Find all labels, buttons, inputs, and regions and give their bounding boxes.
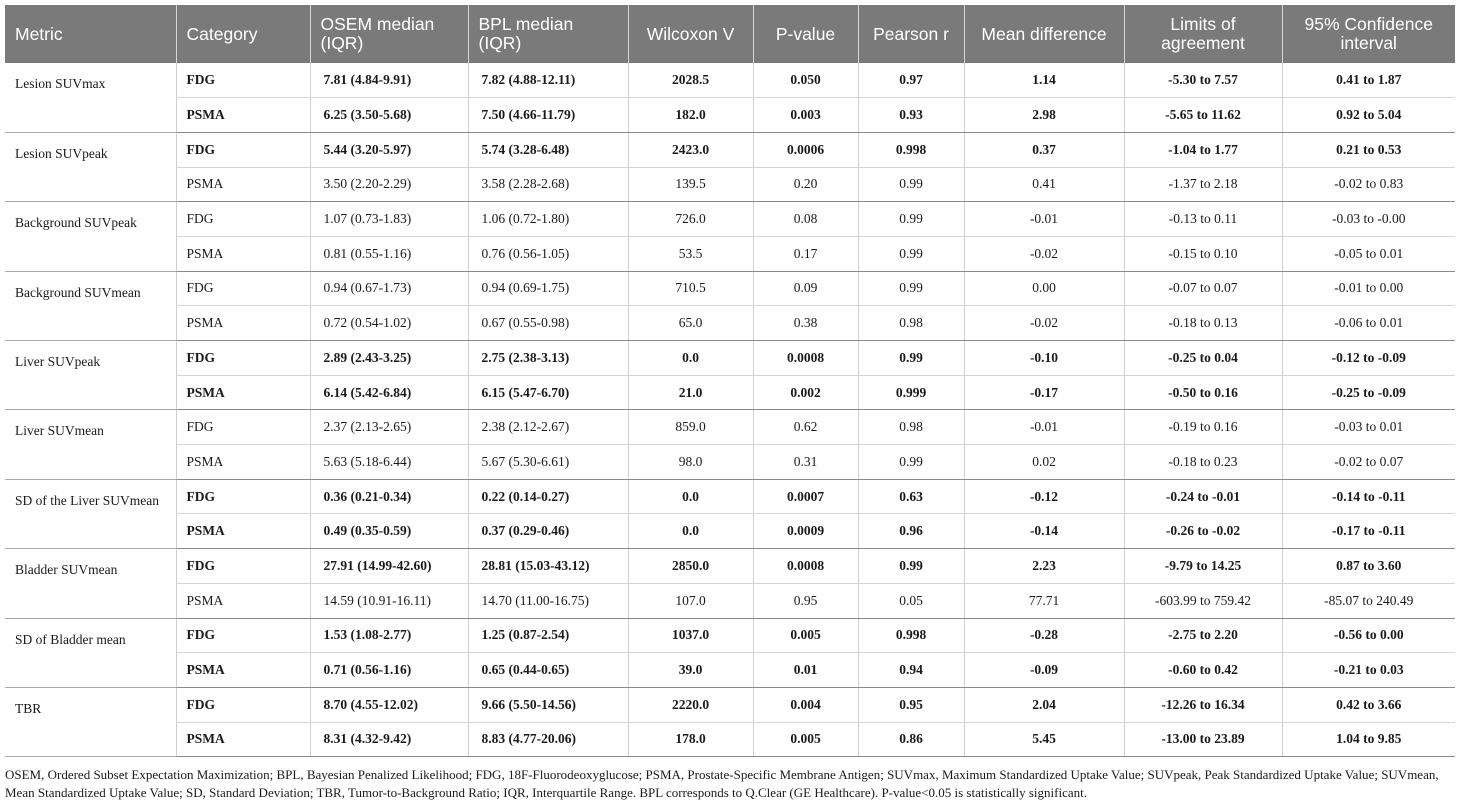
cell-confidence-interval: -0.03 to 0.01 [1282,410,1455,445]
cell-confidence-interval: -0.06 to 0.01 [1282,306,1455,341]
cell-category: PSMA [176,98,310,133]
cell-limits-of-agreement: -0.18 to 0.23 [1124,445,1282,480]
cell-confidence-interval: -0.17 to -0.11 [1282,514,1455,549]
cell-wilcoxon-v: 0.0 [628,341,753,376]
cell-bpl-median: 7.82 (4.88-12.11) [468,63,628,98]
cell-osem-median: 0.81 (0.55-1.16) [310,236,468,271]
table-footnote: OSEM, Ordered Subset Expectation Maximization; BPL, Bayesian Penalized Likelihood; FDG, 18F-Fluorodeoxyglucose; PSMA, Prostate-Specific Membrane Antigen; SUVmax, Maximum Standardized Uptake Value; SUVpeak, Peak Standardized Uptake Value; SUVmean, Mean Standardized Uptake Value; SD, Standard Deviation; TBR, Tumor-to-Background Ratio; IQR, Interquartile Range. BPL corresponds to Q.Clear (GE Healthcare). P-value<0.05 is statistically significant. [5,767,1439,800]
cell-category: FDG [176,549,310,584]
cell-wilcoxon-v: 2220.0 [628,687,753,722]
cell-osem-median: 5.44 (3.20-5.97) [310,132,468,167]
cell-p-value: 0.62 [753,410,858,445]
cell-osem-median: 0.94 (0.67-1.73) [310,271,468,306]
cell-osem-median: 0.36 (0.21-0.34) [310,479,468,514]
cell-limits-of-agreement: -0.13 to 0.11 [1124,202,1282,237]
cell-mean-difference: 2.04 [964,687,1124,722]
cell-confidence-interval: -0.14 to -0.11 [1282,479,1455,514]
cell-wilcoxon-v: 182.0 [628,98,753,133]
cell-confidence-interval: 0.42 to 3.66 [1282,687,1455,722]
cell-mean-difference: 0.00 [964,271,1124,306]
cell-bpl-median: 14.70 (11.00-16.75) [468,583,628,618]
cell-p-value: 0.002 [753,375,858,410]
cell-pearson-r: 0.999 [858,375,964,410]
cell-limits-of-agreement: -0.07 to 0.07 [1124,271,1282,306]
cell-limits-of-agreement: -0.15 to 0.10 [1124,236,1282,271]
table-row [5,202,1455,237]
cell-p-value: 0.0009 [753,514,858,549]
cell-limits-of-agreement: -603.99 to 759.42 [1124,583,1282,618]
cell-category: FDG [176,410,310,445]
cell-category: PSMA [176,445,310,480]
cell-limits-of-agreement: -0.26 to -0.02 [1124,514,1282,549]
cell-confidence-interval: -0.02 to 0.07 [1282,445,1455,480]
cell-bpl-median: 7.50 (4.66-11.79) [468,98,628,133]
cell-bpl-median: 0.67 (0.55-0.98) [468,306,628,341]
cell-category: FDG [176,341,310,376]
cell-wilcoxon-v: 0.0 [628,479,753,514]
cell-limits-of-agreement: -13.00 to 23.89 [1124,722,1282,757]
cell-metric: TBR [5,687,176,756]
cell-mean-difference: -0.17 [964,375,1124,410]
cell-p-value: 0.08 [753,202,858,237]
cell-limits-of-agreement: -0.19 to 0.16 [1124,410,1282,445]
header-p-value: P-value [753,5,858,63]
table-row [5,306,1455,341]
cell-osem-median: 1.53 (1.08-2.77) [310,618,468,653]
cell-mean-difference: 0.02 [964,445,1124,480]
cell-limits-of-agreement: -5.30 to 7.57 [1124,63,1282,98]
cell-category: FDG [176,687,310,722]
cell-bpl-median: 2.38 (2.12-2.67) [468,410,628,445]
cell-p-value: 0.005 [753,722,858,757]
header-pearson-r: Pearson r [858,5,964,63]
cell-bpl-median: 28.81 (15.03-43.12) [468,549,628,584]
cell-limits-of-agreement: -5.65 to 11.62 [1124,98,1282,133]
cell-category: PSMA [176,583,310,618]
table-row [5,583,1455,618]
cell-mean-difference: -0.28 [964,618,1124,653]
cell-pearson-r: 0.99 [858,167,964,202]
cell-p-value: 0.004 [753,687,858,722]
cell-mean-difference: 1.14 [964,63,1124,98]
cell-bpl-median: 1.25 (0.87-2.54) [468,618,628,653]
cell-osem-median: 0.71 (0.56-1.16) [310,653,468,688]
cell-p-value: 0.005 [753,618,858,653]
cell-p-value: 0.31 [753,445,858,480]
cell-wilcoxon-v: 726.0 [628,202,753,237]
cell-wilcoxon-v: 107.0 [628,583,753,618]
cell-osem-median: 7.81 (4.84-9.91) [310,63,468,98]
cell-osem-median: 2.89 (2.43-3.25) [310,341,468,376]
cell-osem-median: 0.49 (0.35-0.59) [310,514,468,549]
cell-mean-difference: -0.02 [964,306,1124,341]
cell-bpl-median: 0.22 (0.14-0.27) [468,479,628,514]
cell-limits-of-agreement: -0.60 to 0.42 [1124,653,1282,688]
cell-confidence-interval: -0.25 to -0.09 [1282,375,1455,410]
cell-category: PSMA [176,514,310,549]
cell-osem-median: 8.31 (4.32-9.42) [310,722,468,757]
cell-wilcoxon-v: 53.5 [628,236,753,271]
cell-confidence-interval: -0.12 to -0.09 [1282,341,1455,376]
cell-category: PSMA [176,722,310,757]
cell-confidence-interval: -0.03 to -0.00 [1282,202,1455,237]
cell-p-value: 0.09 [753,271,858,306]
cell-category: PSMA [176,167,310,202]
cell-confidence-interval: -0.01 to 0.00 [1282,271,1455,306]
cell-limits-of-agreement: -0.24 to -0.01 [1124,479,1282,514]
cell-category: PSMA [176,306,310,341]
table-row [5,549,1455,584]
cell-wilcoxon-v: 139.5 [628,167,753,202]
cell-bpl-median: 9.66 (5.50-14.56) [468,687,628,722]
table-row [5,132,1455,167]
cell-mean-difference: 5.45 [964,722,1124,757]
cell-limits-of-agreement: -0.25 to 0.04 [1124,341,1282,376]
cell-metric: SD of Bladder mean [5,618,176,687]
cell-category: PSMA [176,653,310,688]
cell-p-value: 0.0008 [753,341,858,376]
cell-bpl-median: 0.65 (0.44-0.65) [468,653,628,688]
header-osem-median: OSEM median (IQR) [310,5,468,63]
cell-category: FDG [176,63,310,98]
cell-p-value: 0.95 [753,583,858,618]
cell-osem-median: 3.50 (2.20-2.29) [310,167,468,202]
cell-limits-of-agreement: -9.79 to 14.25 [1124,549,1282,584]
header-limits-of-agreement: Limits of agreement [1124,5,1282,63]
table-row [5,653,1455,688]
cell-limits-of-agreement: -0.50 to 0.16 [1124,375,1282,410]
cell-limits-of-agreement: -12.26 to 16.34 [1124,687,1282,722]
cell-limits-of-agreement: -1.04 to 1.77 [1124,132,1282,167]
table-header [5,5,1455,63]
table-row [5,98,1455,133]
cell-mean-difference: 77.71 [964,583,1124,618]
cell-wilcoxon-v: 0.0 [628,514,753,549]
cell-pearson-r: 0.94 [858,653,964,688]
cell-limits-of-agreement: -0.18 to 0.13 [1124,306,1282,341]
cell-bpl-median: 2.75 (2.38-3.13) [468,341,628,376]
cell-bpl-median: 1.06 (0.72-1.80) [468,202,628,237]
cell-p-value: 0.01 [753,653,858,688]
header-row [5,5,1455,63]
cell-category: FDG [176,479,310,514]
cell-metric: Liver SUVpeak [5,341,176,410]
cell-pearson-r: 0.98 [858,410,964,445]
cell-pearson-r: 0.86 [858,722,964,757]
cell-mean-difference: -0.09 [964,653,1124,688]
cell-wilcoxon-v: 710.5 [628,271,753,306]
cell-bpl-median: 6.15 (5.47-6.70) [468,375,628,410]
table-row [5,167,1455,202]
cell-confidence-interval: 0.87 to 3.60 [1282,549,1455,584]
cell-bpl-median: 5.74 (3.28-6.48) [468,132,628,167]
cell-pearson-r: 0.97 [858,63,964,98]
cell-mean-difference: -0.14 [964,514,1124,549]
table-row [5,514,1455,549]
table-body [5,63,1455,757]
cell-pearson-r: 0.998 [858,132,964,167]
results-table [5,5,1455,757]
cell-bpl-median: 0.94 (0.69-1.75) [468,271,628,306]
cell-confidence-interval: -0.02 to 0.83 [1282,167,1455,202]
table-row [5,479,1455,514]
cell-mean-difference: -0.01 [964,410,1124,445]
header-confidence-interval: 95% Confidence interval [1282,5,1455,63]
cell-p-value: 0.050 [753,63,858,98]
cell-osem-median: 6.14 (5.42-6.84) [310,375,468,410]
cell-osem-median: 8.70 (4.55-12.02) [310,687,468,722]
table-row [5,63,1455,98]
cell-pearson-r: 0.05 [858,583,964,618]
cell-limits-of-agreement: -1.37 to 2.18 [1124,167,1282,202]
cell-category: FDG [176,132,310,167]
cell-wilcoxon-v: 178.0 [628,722,753,757]
cell-pearson-r: 0.99 [858,445,964,480]
table-row [5,271,1455,306]
cell-metric: Background SUVpeak [5,202,176,271]
table-row [5,410,1455,445]
cell-pearson-r: 0.99 [858,202,964,237]
cell-metric: Lesion SUVmax [5,63,176,132]
cell-limits-of-agreement: -2.75 to 2.20 [1124,618,1282,653]
header-metric: Metric [5,5,176,63]
cell-confidence-interval: 0.41 to 1.87 [1282,63,1455,98]
cell-osem-median: 27.91 (14.99-42.60) [310,549,468,584]
cell-confidence-interval: -0.05 to 0.01 [1282,236,1455,271]
cell-pearson-r: 0.96 [858,514,964,549]
table-row [5,341,1455,376]
cell-mean-difference: 2.98 [964,98,1124,133]
cell-pearson-r: 0.93 [858,98,964,133]
cell-osem-median: 0.72 (0.54-1.02) [310,306,468,341]
cell-pearson-r: 0.95 [858,687,964,722]
cell-metric: Background SUVmean [5,271,176,340]
header-bpl-median: BPL median (IQR) [468,5,628,63]
cell-mean-difference: -0.02 [964,236,1124,271]
table-row [5,687,1455,722]
cell-p-value: 0.17 [753,236,858,271]
cell-category: PSMA [176,236,310,271]
cell-mean-difference: -0.10 [964,341,1124,376]
cell-pearson-r: 0.99 [858,341,964,376]
cell-pearson-r: 0.99 [858,549,964,584]
cell-pearson-r: 0.63 [858,479,964,514]
cell-p-value: 0.003 [753,98,858,133]
cell-bpl-median: 5.67 (5.30-6.61) [468,445,628,480]
cell-confidence-interval: -0.21 to 0.03 [1282,653,1455,688]
cell-osem-median: 5.63 (5.18-6.44) [310,445,468,480]
cell-osem-median: 2.37 (2.13-2.65) [310,410,468,445]
cell-mean-difference: 0.41 [964,167,1124,202]
table-row [5,445,1455,480]
cell-confidence-interval: -0.56 to 0.00 [1282,618,1455,653]
cell-category: FDG [176,618,310,653]
cell-osem-median: 6.25 (3.50-5.68) [310,98,468,133]
cell-metric: SD of the Liver SUVmean [5,479,176,548]
cell-wilcoxon-v: 21.0 [628,375,753,410]
cell-confidence-interval: -85.07 to 240.49 [1282,583,1455,618]
cell-wilcoxon-v: 859.0 [628,410,753,445]
cell-p-value: 0.20 [753,167,858,202]
cell-mean-difference: -0.01 [964,202,1124,237]
cell-p-value: 0.0008 [753,549,858,584]
cell-pearson-r: 0.98 [858,306,964,341]
cell-bpl-median: 0.76 (0.56-1.05) [468,236,628,271]
cell-wilcoxon-v: 1037.0 [628,618,753,653]
header-wilcoxon-v: Wilcoxon V [628,5,753,63]
cell-pearson-r: 0.998 [858,618,964,653]
cell-confidence-interval: 0.92 to 5.04 [1282,98,1455,133]
cell-bpl-median: 8.83 (4.77-20.06) [468,722,628,757]
cell-category: FDG [176,202,310,237]
cell-bpl-median: 3.58 (2.28-2.68) [468,167,628,202]
cell-metric: Bladder SUVmean [5,549,176,618]
cell-pearson-r: 0.99 [858,236,964,271]
cell-wilcoxon-v: 2850.0 [628,549,753,584]
cell-wilcoxon-v: 2423.0 [628,132,753,167]
cell-metric: Liver SUVmean [5,410,176,479]
cell-osem-median: 1.07 (0.73-1.83) [310,202,468,237]
cell-mean-difference: -0.12 [964,479,1124,514]
cell-p-value: 0.0006 [753,132,858,167]
cell-mean-difference: 2.23 [964,549,1124,584]
cell-bpl-median: 0.37 (0.29-0.46) [468,514,628,549]
cell-confidence-interval: 1.04 to 9.85 [1282,722,1455,757]
table-row [5,375,1455,410]
table-row [5,236,1455,271]
table-row [5,722,1455,757]
cell-confidence-interval: 0.21 to 0.53 [1282,132,1455,167]
cell-wilcoxon-v: 39.0 [628,653,753,688]
table-row [5,618,1455,653]
cell-mean-difference: 0.37 [964,132,1124,167]
header-category: Category [176,5,310,63]
cell-metric: Lesion SUVpeak [5,132,176,201]
cell-category: FDG [176,271,310,306]
cell-category: PSMA [176,375,310,410]
cell-wilcoxon-v: 98.0 [628,445,753,480]
cell-wilcoxon-v: 2028.5 [628,63,753,98]
header-mean-difference: Mean difference [964,5,1124,63]
cell-osem-median: 14.59 (10.91-16.11) [310,583,468,618]
cell-p-value: 0.0007 [753,479,858,514]
cell-wilcoxon-v: 65.0 [628,306,753,341]
cell-p-value: 0.38 [753,306,858,341]
cell-pearson-r: 0.99 [858,271,964,306]
